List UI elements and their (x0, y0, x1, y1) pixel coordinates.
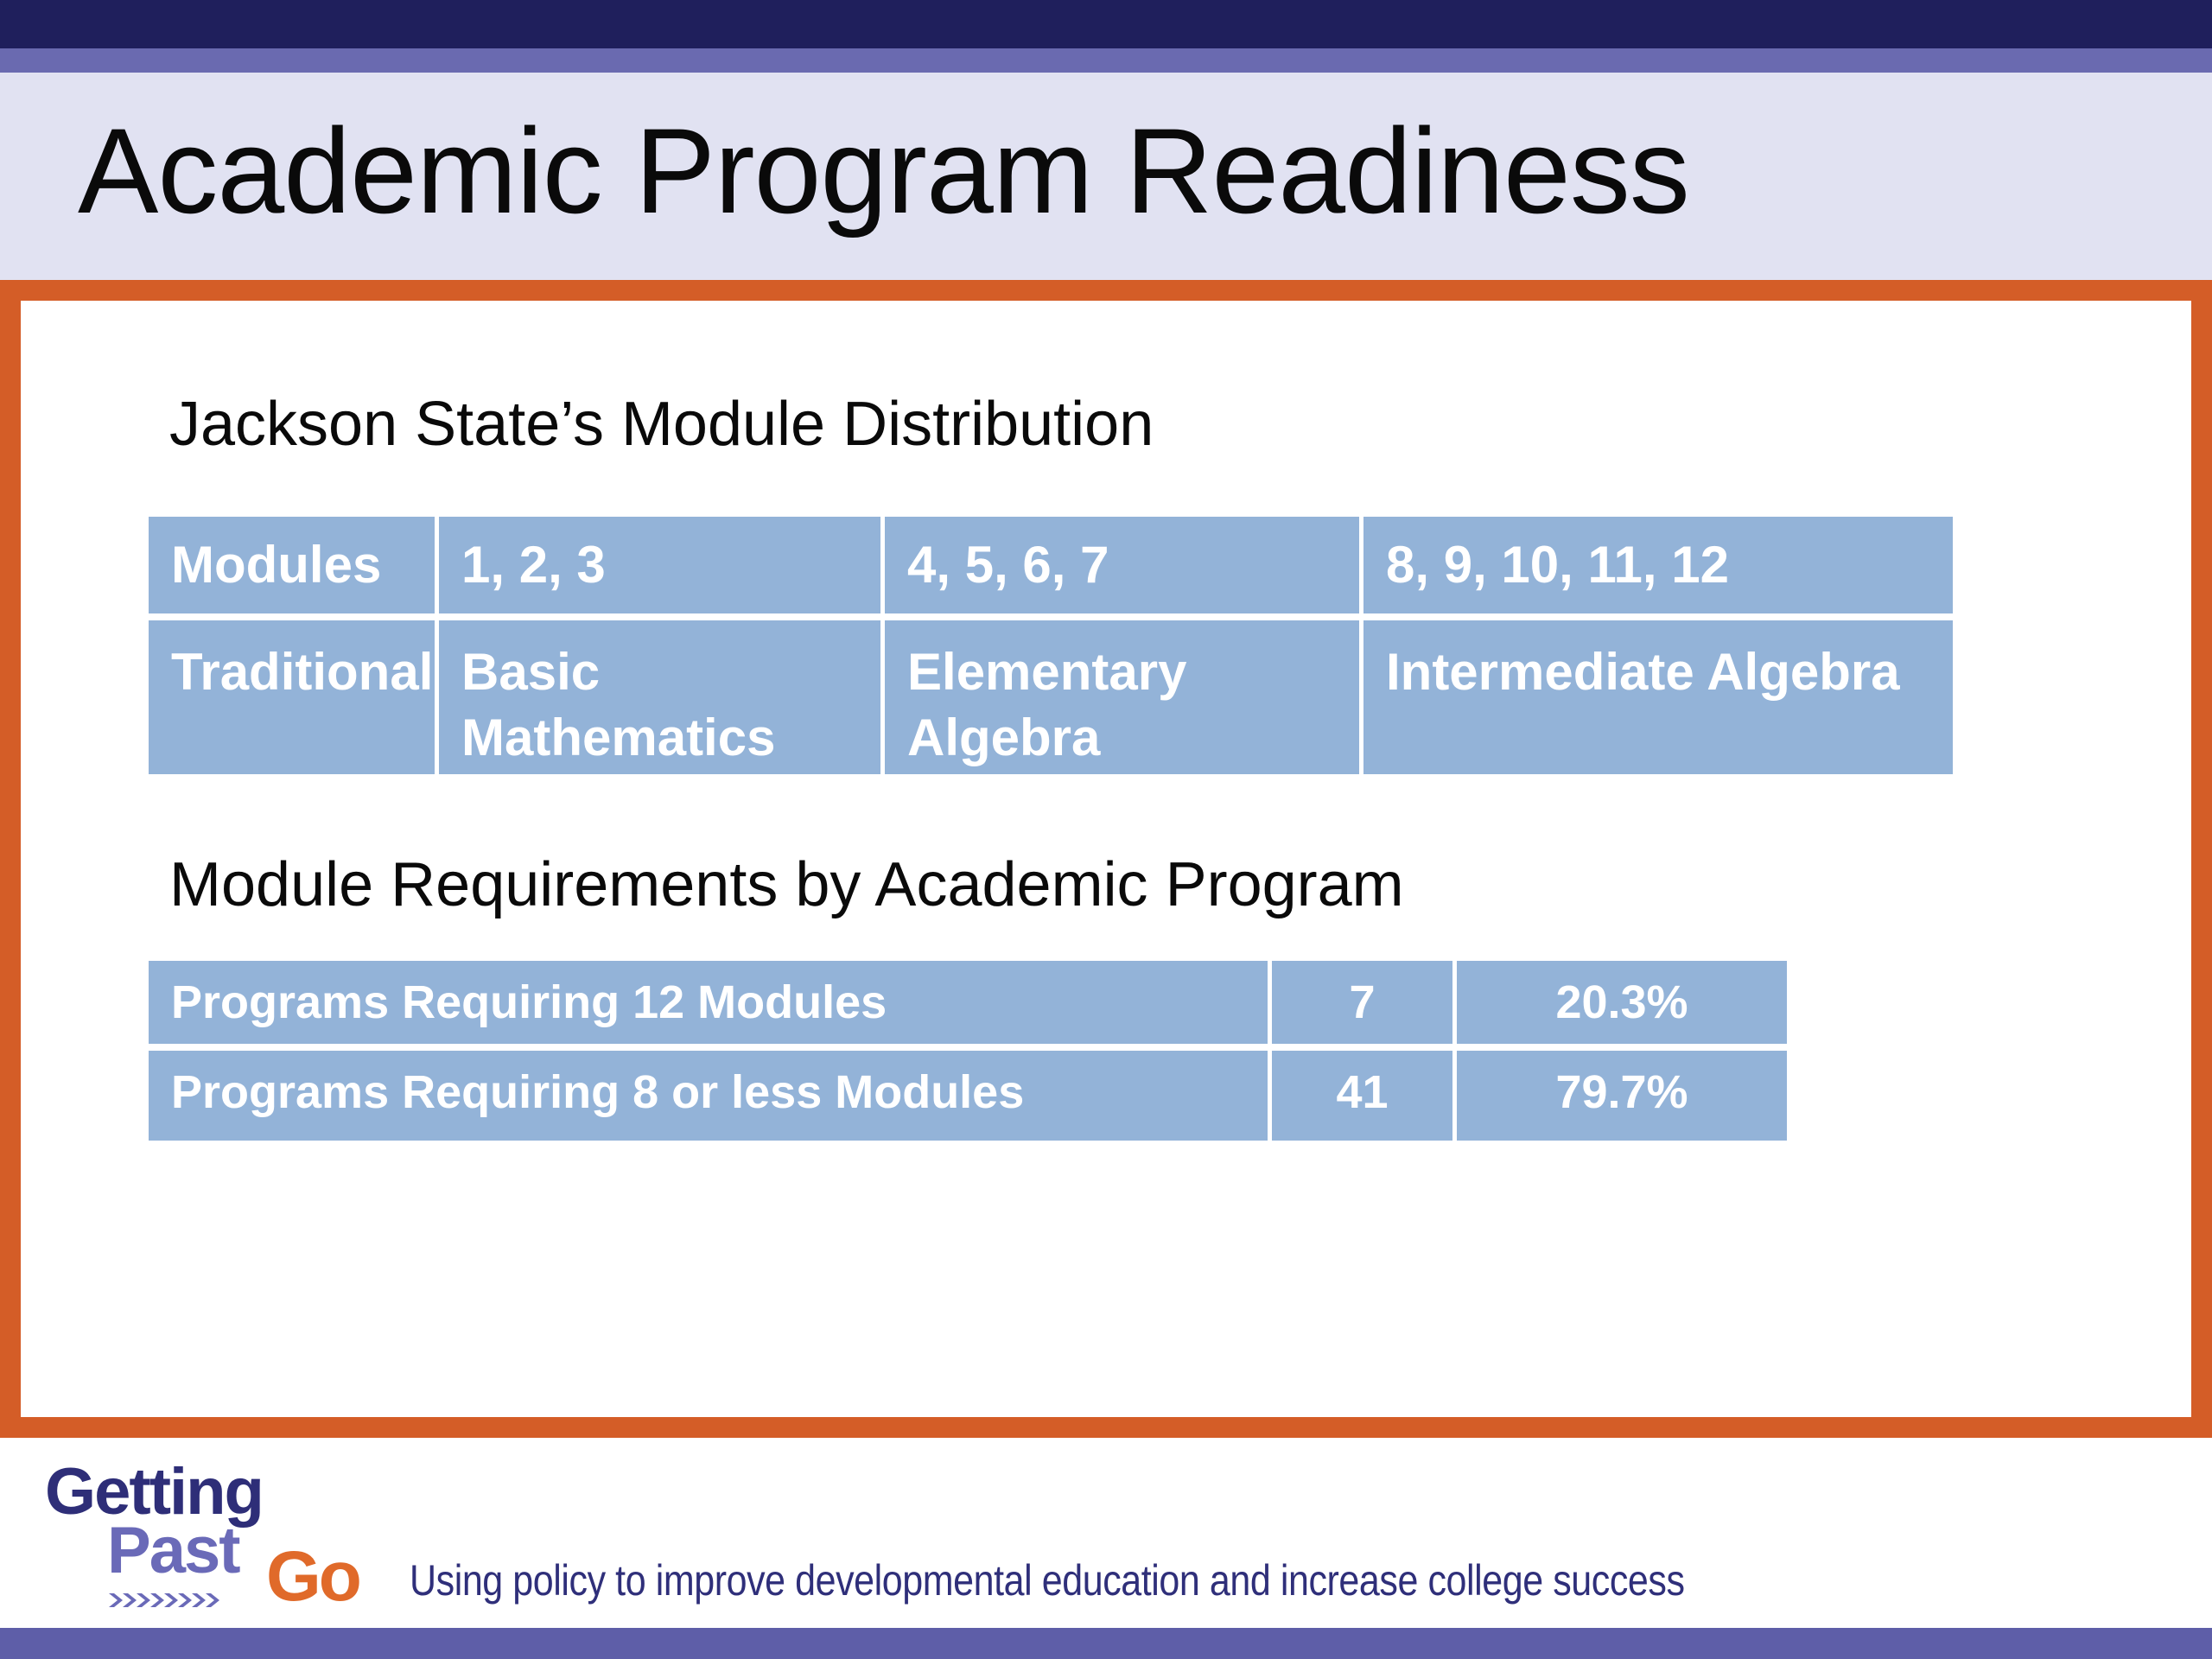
requirements-heading: Module Requirements by Academic Program (169, 850, 1404, 919)
footer-tagline: Using policy to improve developmental education and increase college success (410, 1556, 1685, 1605)
table-row (149, 961, 1787, 1051)
logo-word-past: Past (107, 1514, 239, 1587)
table-cell: 41 (1272, 1051, 1457, 1141)
getting-past-go-logo (43, 1455, 389, 1619)
table-cell: 4, 5, 6, 7 (885, 517, 1363, 620)
table-cell: Programs Requiring 12 Modules (149, 961, 1272, 1051)
module-distribution-table (149, 517, 1953, 774)
cell-line: Basic (461, 643, 601, 701)
top-accent-bar (0, 48, 2212, 73)
table-cell: Programs Requiring 8 or less Modules (149, 1051, 1272, 1141)
logo-word-go: Go (266, 1537, 359, 1616)
chevrons-icon (109, 1593, 219, 1607)
table-cell: 79.7% (1457, 1051, 1787, 1141)
table-row (149, 517, 1953, 620)
slide-title: Academic Program Readiness (78, 103, 1689, 238)
table-cell (1363, 620, 1953, 774)
table-cell (149, 620, 439, 774)
cell-line: Traditional (171, 643, 434, 701)
table-cell (885, 620, 1363, 774)
cell-line: Algebra (907, 709, 1101, 766)
table-row (149, 1051, 1787, 1141)
table-cell: 8, 9, 10, 11, 12 (1363, 517, 1953, 620)
distribution-heading: Jackson State’s Module Distribution (169, 390, 1154, 459)
top-bar (0, 0, 2212, 48)
table-cell: 7 (1272, 961, 1457, 1051)
table-cell: 1, 2, 3 (439, 517, 885, 620)
logo-word-getting: Getting (45, 1455, 263, 1529)
cell-line: Elementary (907, 643, 1187, 701)
table-cell: 20.3% (1457, 961, 1787, 1051)
table-cell (439, 620, 885, 774)
cell-line: Mathematics (461, 709, 776, 766)
table-row (149, 620, 1953, 774)
module-requirements-table (149, 961, 1787, 1141)
bottom-bar (0, 1628, 2212, 1659)
table-cell: Modules (149, 517, 439, 620)
cell-line: Intermediate Algebra (1386, 643, 1900, 701)
